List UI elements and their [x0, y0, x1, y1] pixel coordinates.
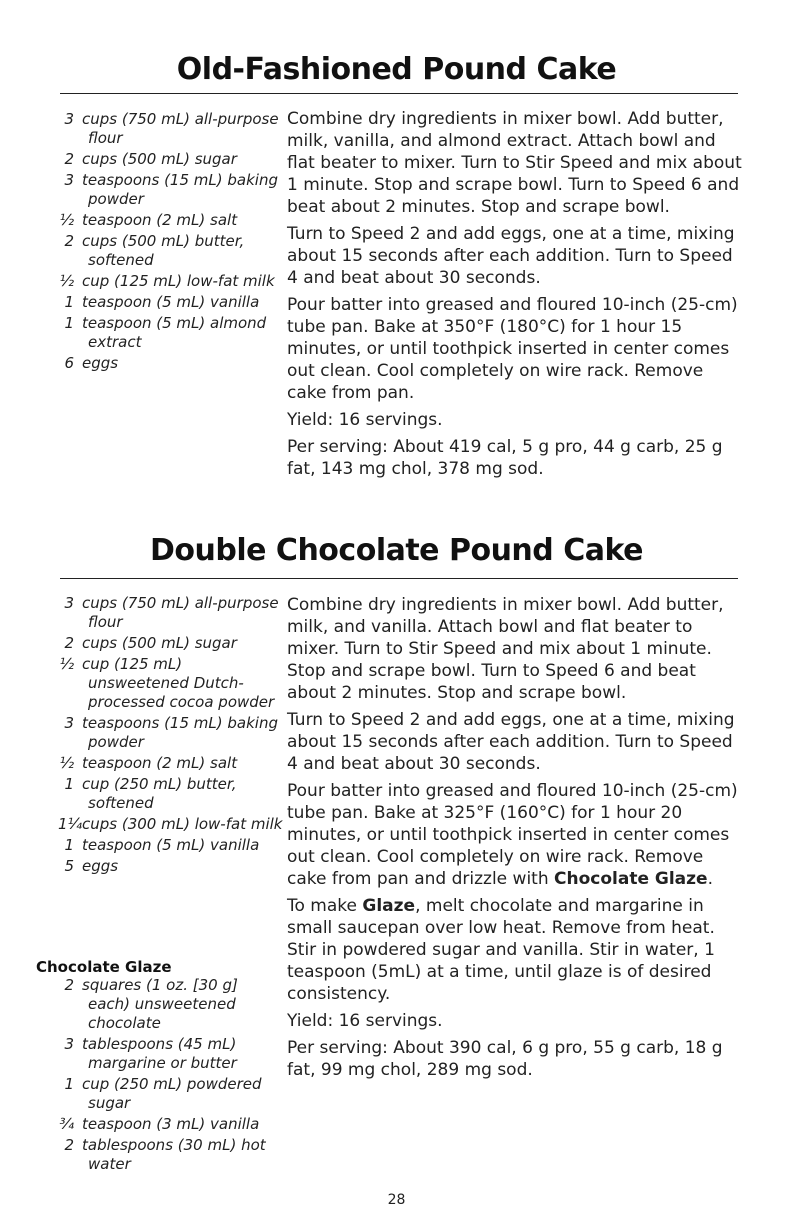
step-text: To make: [287, 896, 363, 916]
ingredient-list: [58, 594, 283, 878]
ingredient-text: teaspoon (2 mL) salt: [82, 754, 238, 772]
ingredient-text: eggs: [82, 857, 119, 875]
ingredient-text: cup (125 mL) low-fat milk: [82, 272, 275, 290]
ingredient-item: [58, 293, 283, 312]
ingredient-text: tablespoons (30 mL) hot water: [82, 1136, 266, 1173]
instruction-step: [287, 780, 747, 890]
ingredient-text: cups (750 mL) all-purpose flour: [82, 594, 279, 631]
ingredient-item: [58, 634, 283, 653]
ingredient-item: [58, 976, 283, 1033]
ingredient-item: [58, 272, 283, 291]
ingredient-quantity: 5: [64, 857, 74, 875]
ingredient-text: teaspoon (2 mL) salt: [82, 211, 238, 229]
ingredient-text: squares (1 oz. [30 g] each) unsweetened chocolate: [82, 976, 238, 1032]
ingredient-quantity: 3: [64, 171, 74, 189]
ingredient-text: cup (250 mL) powdered sugar: [82, 1075, 262, 1112]
ingredient-text: cups (500 mL) sugar: [82, 634, 237, 652]
instruction-step: Combine dry ingredients in mixer bowl. Add butter, milk, vanilla, and almond extract. Attach bowl and flat beater to mixer. Turn to Stir Speed and mix about 1 minute. Stop and scrape bowl. Turn to Speed 6 and beat about 2 minutes. Stop and scrape bowl.: [287, 109, 742, 217]
glaze-ingredient-list: [58, 976, 283, 1176]
step-text: , melt chocolate and margarine in small saucepan over low heat. Remove from heat. Stir in powdered sugar and vanilla. Stir in water, 1 teaspoon (5mL) at a time, until glaze is of desired consistency.: [287, 896, 715, 1004]
ingredient-text: teaspoon (5 mL) vanilla: [82, 293, 260, 311]
step-text: Pour batter into greased and floured 10-inch (25-cm) tube pan. Bake at 325°F (160°C) for 1 hour 20 minutes, or until toothpick inserted in center comes out clean. Cool completely on wire rack. Remove cake from pan and drizzle with: [287, 781, 738, 889]
ingredient-item: [58, 171, 283, 209]
instructions: [287, 594, 747, 1086]
instruction-step: Yield: 16 servings.: [287, 410, 443, 430]
ingredient-quantity: 3: [64, 594, 74, 612]
ingredient-quantity: 3: [64, 714, 74, 732]
ingredient-item: [58, 1115, 283, 1134]
ingredient-item: [58, 314, 283, 352]
ingredient-quantity: 3: [64, 1035, 74, 1053]
recipe-title: Old-Fashioned Pound Cake: [176, 52, 617, 87]
ingredient-quantity: 1¼: [58, 815, 83, 833]
page-number: 28: [387, 1192, 406, 1208]
ingredient-text: teaspoon (3 mL) vanilla: [82, 1115, 260, 1133]
ingredient-item: [58, 754, 283, 773]
ingredient-text: tablespoons (45 mL) margarine or butter: [82, 1035, 237, 1072]
ingredient-list: [58, 110, 283, 375]
ingredient-quantity: 1: [64, 836, 74, 854]
ingredient-text: cups (500 mL) sugar: [82, 150, 237, 168]
ingredient-item: [58, 354, 283, 373]
instruction-step: Turn to Speed 2 and add eggs, one at a time, mixing about 15 seconds after each addition. Turn to Speed 4 and beat about 30 seconds.: [287, 224, 735, 288]
ingredient-item: [58, 211, 283, 230]
instruction-step: Combine dry ingredients in mixer bowl. Add butter, milk, and vanilla. Attach bowl and flat beater to mixer. Turn to Stir Speed and mix about 1 minute. Stop and scrape bowl. Turn to Speed 6 and beat about 2 minutes. Stop and scrape bowl.: [287, 595, 724, 703]
ingredient-quantity: 1: [64, 775, 74, 793]
ingredient-item: [58, 655, 283, 712]
ingredient-quantity: 2: [64, 1136, 74, 1154]
ingredient-text: cup (125 mL) unsweetened Dutch-processed cocoa powder: [82, 655, 275, 711]
ingredient-text: cup (250 mL) butter, softened: [82, 775, 237, 812]
ingredient-quantity: 2: [64, 232, 74, 250]
ingredient-text: teaspoon (5 mL) almond extract: [82, 314, 267, 351]
glaze-link-text: Chocolate Glaze: [554, 869, 708, 889]
ingredient-quantity: ½: [59, 211, 74, 229]
step-text: .: [707, 869, 713, 889]
ingredient-item: [58, 775, 283, 813]
ingredient-text: cups (300 mL) low-fat milk: [82, 815, 283, 833]
ingredient-item: [58, 857, 283, 876]
ingredient-quantity: ½: [59, 655, 74, 673]
ingredient-quantity: 2: [64, 634, 74, 652]
ingredient-quantity: 3: [64, 110, 74, 128]
ingredient-quantity: ¾: [59, 1115, 74, 1133]
ingredient-item: [58, 714, 283, 752]
ingredient-item: [58, 836, 283, 855]
nutrition-text: Per serving: About 390 cal, 6 g pro, 55 g carb, 18 g fat, 99 mg chol, 289 mg sod.: [287, 1038, 723, 1080]
ingredient-item: [58, 232, 283, 270]
ingredient-item: [58, 594, 283, 632]
ingredient-text: cups (750 mL) all-purpose flour: [82, 110, 279, 147]
glaze-heading: Chocolate Glaze: [36, 958, 172, 976]
instruction-step: Turn to Speed 2 and add eggs, one at a time, mixing about 15 seconds after each addition. Turn to Speed 4 and beat about 30 seconds.: [287, 710, 735, 774]
ingredient-text: teaspoon (5 mL) vanilla: [82, 836, 260, 854]
ingredient-quantity: 1: [64, 1075, 74, 1093]
title-divider: [60, 578, 738, 579]
ingredient-quantity: 6: [64, 354, 74, 372]
instruction-step: Per serving: About 419 cal, 5 g pro, 44 g carb, 25 g fat, 143 mg chol, 378 mg sod.: [287, 437, 723, 479]
ingredient-quantity: ½: [59, 754, 74, 772]
ingredient-quantity: ½: [59, 272, 74, 290]
instruction-step: [287, 895, 747, 1005]
ingredient-quantity: 1: [64, 314, 74, 332]
ingredient-item: [58, 1075, 283, 1113]
ingredient-quantity: 2: [64, 150, 74, 168]
ingredient-text: eggs: [82, 354, 119, 372]
instructions: [287, 108, 747, 485]
ingredient-item: [58, 1136, 283, 1174]
ingredient-text: teaspoons (15 mL) baking powder: [82, 714, 278, 751]
yield-text: Yield: 16 servings.: [287, 1011, 443, 1031]
recipe-title: Double Chocolate Pound Cake: [150, 533, 643, 568]
ingredient-quantity: 1: [64, 293, 74, 311]
glaze-bold-text: Glaze: [362, 896, 416, 916]
ingredient-item: [58, 815, 283, 834]
ingredient-text: teaspoons (15 mL) baking powder: [82, 171, 278, 208]
title-divider: [60, 93, 738, 94]
ingredient-item: [58, 1035, 283, 1073]
ingredient-item: [58, 110, 283, 148]
instruction-step: Pour batter into greased and floured 10-inch (25-cm) tube pan. Bake at 350°F (180°C) for 1 hour 15 minutes, or until toothpick inserted in center comes out clean. Cool completely on wire rack. Remove cake from pan.: [287, 295, 738, 403]
ingredient-item: [58, 150, 283, 169]
ingredient-text: cups (500 mL) butter, softened: [82, 232, 245, 269]
ingredient-quantity: 2: [64, 976, 74, 994]
